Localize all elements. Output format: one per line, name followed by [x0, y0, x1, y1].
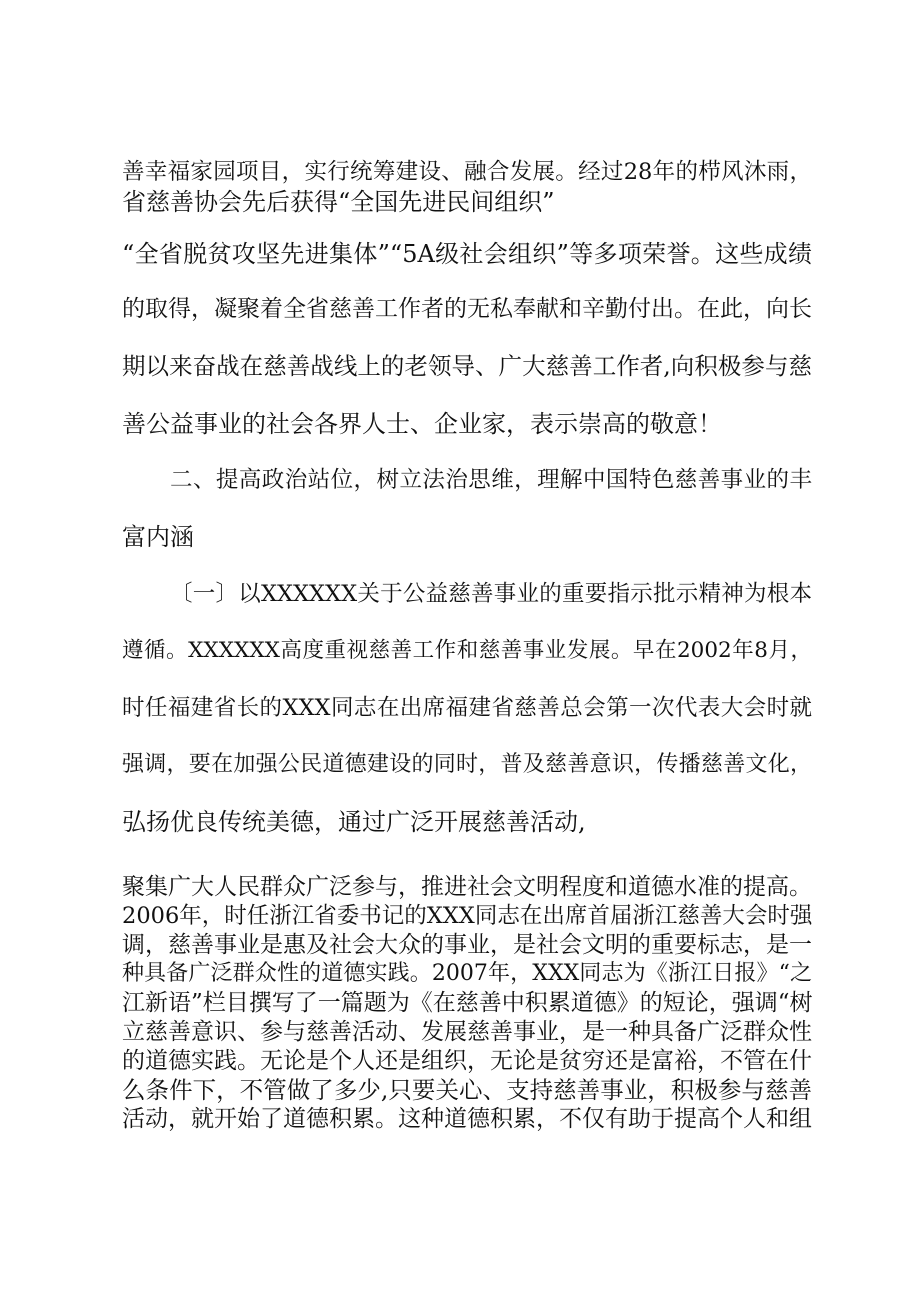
text-line: 江新语”栏目撰写了一篇题为《在慈善中积累道德》的短论，强调“树: [122, 990, 813, 1016]
text-line: 善幸福家园项目，实行统筹建设、融合发展。经过28年的栉风沐雨，: [122, 159, 812, 185]
text-line: 聚集广大人民群众广泛参与，推进社会文明程度和道德水准的提高。: [122, 874, 812, 900]
text-line: 遵循。XXXXXX高度重视慈善工作和慈善事业发展。早在2002年8月，: [122, 638, 812, 663]
text-line: 活动，就开始了道德积累。这种道德积累，不仅有助于提高个人和组: [122, 1106, 812, 1132]
text-line: 期以来奋战在慈善战线上的老领导、广大慈善工作者,向积极参与慈: [122, 352, 812, 380]
text-line: 的道德实践。无论是个人还是组织，无论是贫穷还是富裕，不管在什: [122, 1048, 812, 1074]
text-line: 2006年，时任浙江省委书记的XXX同志在出席首届浙江慈善大会时强: [122, 903, 813, 929]
text-line: 〔一〕以XXXXXX关于公益慈善事业的重要指示批示精神为根本: [170, 581, 812, 607]
heading-line: 二、提高政治站位，树立法治思维，理解中国特色慈善事业的丰: [170, 467, 812, 493]
text-line: 省慈善协会先后获得“全国先进民间组织”: [122, 188, 555, 216]
text-line: 的取得，凝聚着全省慈善工作者的无私奉献和辛勤付出。在此，向长: [122, 296, 812, 322]
text-line: “全省脱贫攻坚先进集体”“5A级社会组织”等多项荣誉。这些成绩: [122, 240, 812, 268]
heading-line: 富内涵: [122, 523, 194, 551]
text-line: 调，慈善事业是惠及社会大众的事业，是社会文明的重要标志，是一: [122, 932, 812, 958]
text-line: 么条件下，不管做了多少,只要关心、支持慈善事业，积极参与慈善: [122, 1076, 812, 1104]
text-line: 强调，要在加强公民道德建设的同时，普及慈善意识，传播慈善文化，: [122, 752, 812, 777]
text-line: 善公益事业的社会各界人士、企业家，表示崇高的敬意！: [122, 410, 722, 438]
text-line: 立慈善意识、参与慈善活动、发展慈善事业，是一种具备广泛群众性: [122, 1019, 812, 1045]
text-line: 时任福建省长的XXX同志在出席福建省慈善总会第一次代表大会时就: [122, 695, 812, 721]
text-line: 种具备广泛群众性的道德实践。2007年，XXX同志为《浙江日报》“之: [122, 961, 812, 986]
text-line: 弘扬优良传统美德，通过广泛开展慈善活动,: [122, 808, 586, 836]
